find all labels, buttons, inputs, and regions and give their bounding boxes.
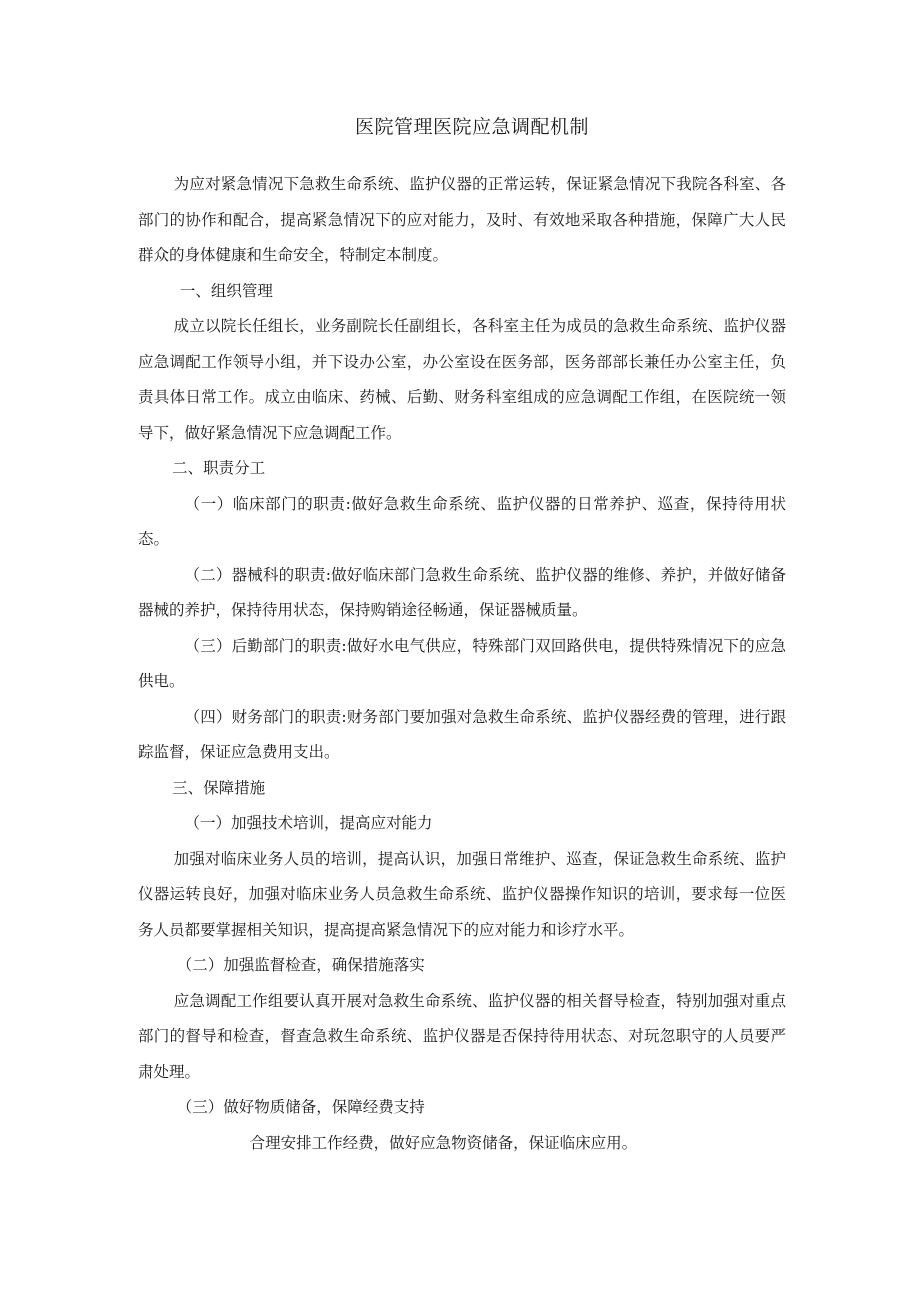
section-2-item-2: （二）器械科的职责:做好临床部门急救生命系统、监护仪器的维修、养护，并做好储备器械的养护，保持待用状态，保持购销途径畅通，保证器械质量。: [138, 565, 786, 619]
section-3-subheading-1: （一）加强技术培训，提高应对能力: [184, 814, 433, 832]
section-2-item-3: （三）后勤部门的职责:做好水电气供应，特殊部门双回路供电，提供特殊情况下的应急供电。: [138, 636, 786, 690]
section-2-heading: 二、职责分工: [172, 459, 266, 477]
section-3-paragraph-2: 应急调配工作组要认真开展对急救生命系统、监护仪器的相关督导检查，特别加强对重点部门的督导和检查，督查急救生命系统、监护仪器是否保持待用状态、对玩忽职守的人员要严肃处理。: [138, 991, 786, 1081]
section-3-subheading-3: （三）做好物质储备，保障经费支持: [176, 1098, 425, 1116]
section-2-item-4: （四）财务部门的职责:财务部门要加强对急救生命系统、监护仪器经费的管理，进行跟踪监督，保证应急费用支出。: [138, 707, 786, 761]
section-3-paragraph-3: 合理安排工作经费，做好应急物资储备，保证临床应用。: [249, 1133, 638, 1152]
document-page: [138, 112, 786, 1161]
section-3-paragraph-1: 加强对临床业务人员的培训，提高认识，加强日常维护、巡查，保证急救生命系统、监护仪器运转良好，加强对临床业务人员急救生命系统、监护仪器操作知识的培训，要求每一位医务人员都要掌握相关知识，提高提高紧急情况下的应对能力和诊疗水平。: [138, 849, 786, 939]
intro-paragraph: 为应对紧急情况下急救生命系统、监护仪器的正常运转，保证紧急情况下我院各科室、各部门的协作和配合，提高紧急情况下的应对能力，及时、有效地采取各种措施，保障广大人民群众的身体健康和生命安全，特制定本制度。: [138, 175, 786, 264]
section-1-heading: 一、组织管理: [179, 281, 273, 300]
document-title: 医院管理医院应急调配机制: [354, 116, 589, 138]
section-3-heading: 三、保障措施: [172, 778, 266, 797]
section-1-paragraph: 成立以院长任组长，业务副院长任副组长，各科室主任为成员的急救生命系统、监护仪器应急调配工作领导小组，并下设办公室，办公室设在医务部，医务部部长兼任办公室主任，负责具体日常工作。成立由临床、药械、后勤、财务科室组成的应急调配工作组，在医院统一领导下，做好紧急情况下应急调配工作。: [138, 317, 786, 442]
section-2-item-1: （一）临床部门的职责:做好急救生命系统、监护仪器的日常养护、巡查，保持待用状态。: [138, 494, 786, 548]
section-3-subheading-2: （二）加强监督检查，确保措施落实: [176, 956, 425, 974]
